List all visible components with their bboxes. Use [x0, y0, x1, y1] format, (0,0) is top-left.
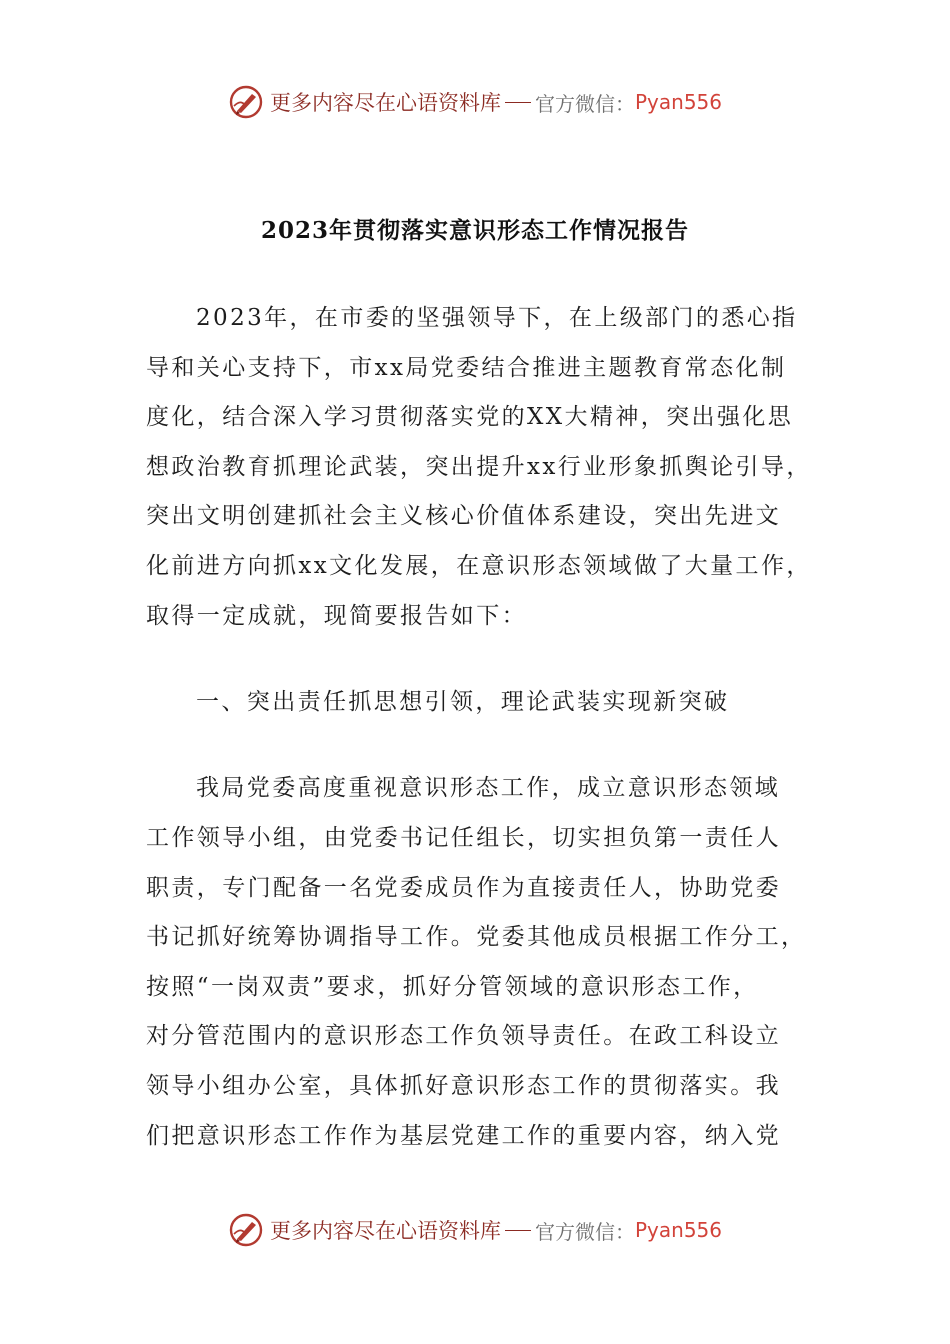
body-line: 领导小组办公室，具体抓好意识形态工作的贯彻落实。我 [146, 1073, 781, 1099]
banner-wechat-label: 官方微信： [534, 1219, 635, 1244]
body-line: 我局党委高度重视意识形态工作，成立意识形态领域 [196, 775, 781, 801]
banner-wechat-id: Pyan556 [634, 1218, 722, 1242]
pen-logo-icon [228, 1212, 264, 1248]
banner-dash [505, 1230, 531, 1231]
body-line: 取得一定成就，现简要报告如下： [146, 603, 527, 629]
pen-logo-icon [228, 84, 264, 120]
banner-wechat-label: 官方微信： [534, 91, 635, 116]
body-line: 突出文明创建抓社会主义核心价值体系建设，突出先进文 [146, 503, 781, 529]
body-line: 想政治教育抓理论武装，突出提升xx行业形象抓舆论引导， [146, 454, 812, 480]
banner-wechat-id: Pyan556 [634, 90, 722, 114]
body-line: 对分管范围内的意识形态工作负领导责任。在政工科设立 [146, 1023, 781, 1049]
header-watermark-banner [0, 80, 950, 124]
banner-brand-text: 更多内容尽在心语资料库 [269, 1219, 501, 1243]
banner-brand-text: 更多内容尽在心语资料库 [269, 91, 501, 115]
body-line: 们把意识形态工作作为基层党建工作的重要内容，纳入党 [146, 1123, 781, 1149]
footer-watermark-banner [0, 1208, 950, 1252]
banner-dash [505, 102, 531, 103]
body-line: 工作领导小组，由党委书记任组长，切实担负第一责任人 [146, 825, 781, 851]
document-title: 2023年贯彻落实意识形态工作情况报告 [260, 217, 689, 244]
section-heading: 一、突出责任抓思想引领，理论武装实现新突破 [196, 689, 730, 715]
body-line: 按照“一岗双责”要求，抓好分管领域的意识形态工作， [146, 974, 759, 1000]
body-line: 职责，专门配备一名党委成员作为直接责任人，协助党委 [146, 875, 781, 901]
body-line: 导和关心支持下，市xx局党委结合推进主题教育常态化制 [146, 355, 787, 381]
body-line: 化前进方向抓xx文化发展，在意识形态领域做了大量工作， [146, 553, 812, 579]
body-line: 2023年，在市委的坚强领导下，在上级部门的悉心指 [196, 305, 798, 331]
body-line: 度化，结合深入学习贯彻落实党的XX大精神，突出强化思 [146, 404, 794, 430]
body-line: 书记抓好统筹协调指导工作。党委其他成员根据工作分工， [146, 924, 807, 950]
